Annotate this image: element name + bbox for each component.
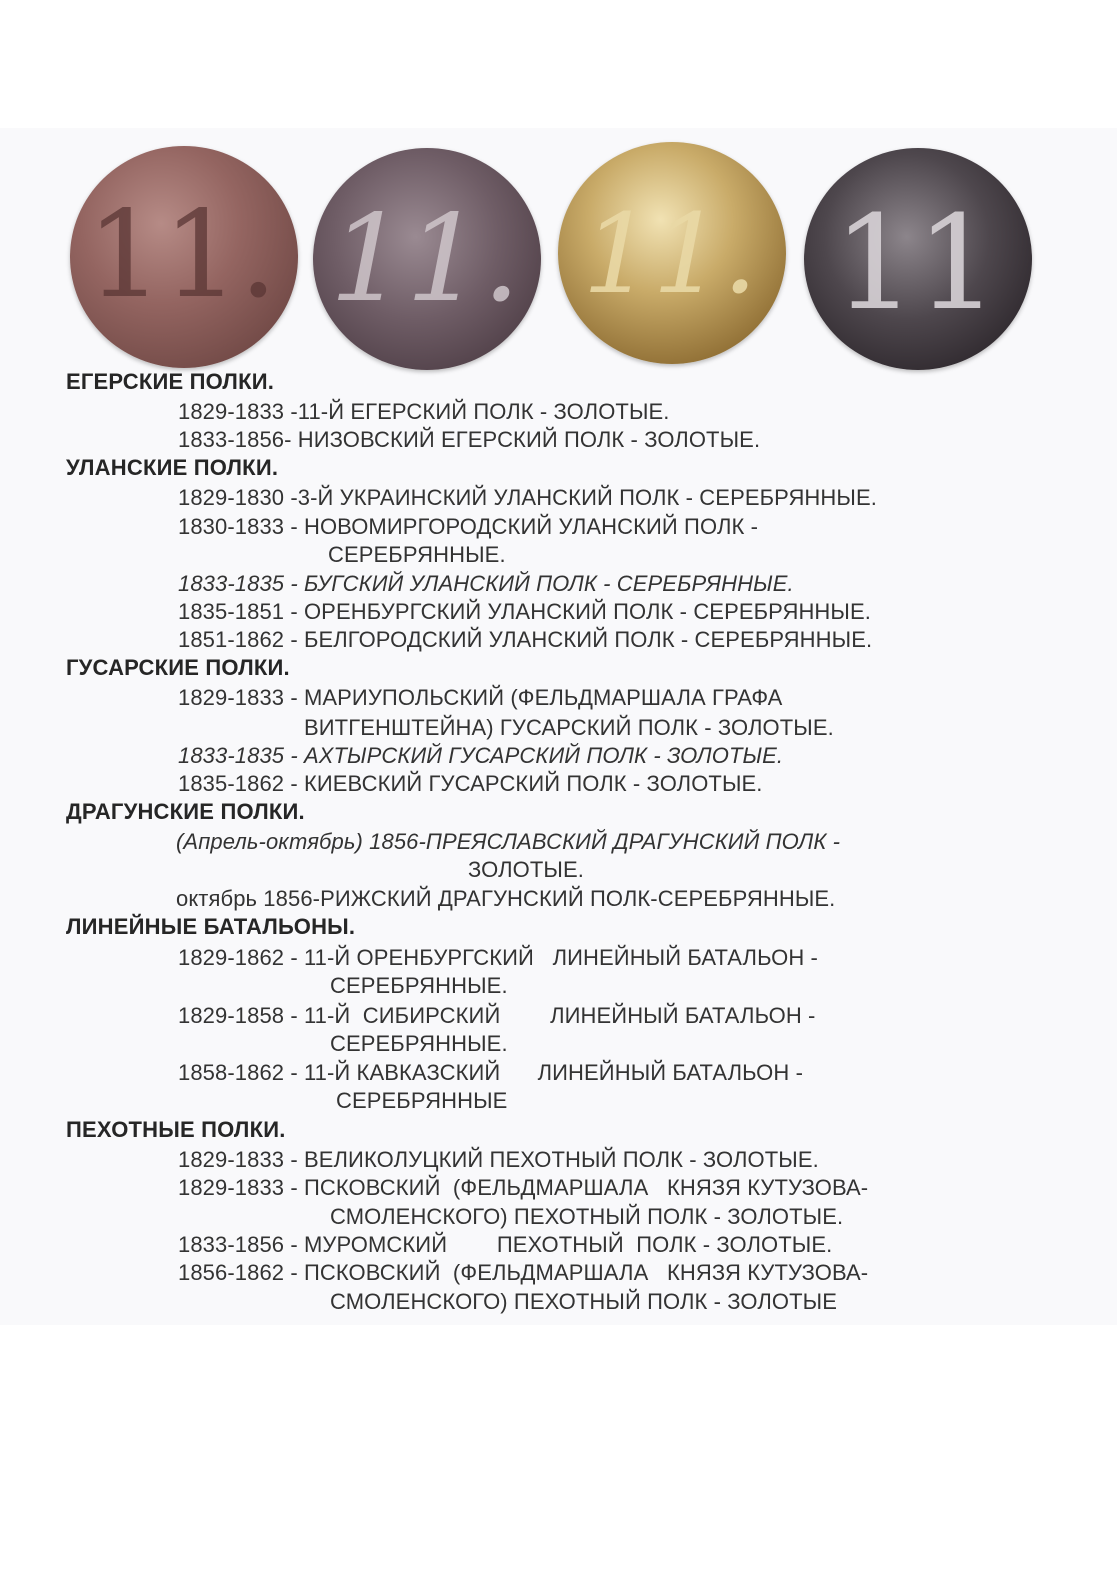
- list-item: 1835-1851 - ОРЕНБУРГСКИЙ УЛАНСКИЙ ПОЛК - СЕРЕБРЯННЫЕ.: [178, 599, 871, 624]
- list-item-continuation: ЗОЛОТЫЕ.: [468, 857, 584, 882]
- buttons-photo-row: [0, 140, 1117, 370]
- list-item: 1858-1862 - 11-Й КАВКАЗСКИЙ ЛИНЕЙНЫЙ БАТАЛЬОН -: [178, 1060, 804, 1085]
- coin-engraving: 11.: [582, 190, 758, 318]
- section-title-infantry: ПЕХОТНЫЕ ПОЛКИ.: [66, 1117, 286, 1142]
- list-item: 1829-1830 -3-Й УКРАИНСКИЙ УЛАНСКИЙ ПОЛК - СЕРЕБРЯННЫЕ.: [178, 485, 877, 510]
- list-item: 1829-1858 - 11-Й СИБИРСКИЙ ЛИНЕЙНЫЙ БАТАЛЬОН -: [178, 1003, 816, 1028]
- section-title-uhlan: УЛАНСКИЕ ПОЛКИ.: [66, 455, 279, 480]
- list-item: 1829-1833 - ПСКОВСКИЙ (ФЕЛЬДМАРШАЛА КНЯЗЯ КУТУЗОВА-: [178, 1175, 869, 1200]
- list-item: 1833-1835 - БУГСКИЙ УЛАНСКИЙ ПОЛК - СЕРЕБРЯННЫЕ.: [178, 571, 794, 596]
- list-item: 1833-1835 - АХТЫРСКИЙ ГУСАРСКИЙ ПОЛК - ЗОЛОТЫЕ.: [178, 743, 784, 768]
- section-title-line-battalions: ЛИНЕЙНЫЕ БАТАЛЬОНЫ.: [66, 914, 356, 939]
- list-item: 1829-1833 -11-Й ЕГЕРСКИЙ ПОЛК - ЗОЛОТЫЕ.: [178, 399, 670, 424]
- section-title-hussar: ГУСАРСКИЕ ПОЛКИ.: [66, 655, 290, 680]
- list-item: 1833-1856- НИЗОВСКИЙ ЕГЕРСКИЙ ПОЛК - ЗОЛОТЫЕ.: [178, 427, 761, 452]
- list-item: 1833-1856 - МУРОМСКИЙ ПЕХОТНЫЙ ПОЛК - ЗОЛОТЫЕ.: [178, 1232, 833, 1257]
- list-item-continuation: СМОЛЕНСКОГО) ПЕХОТНЫЙ ПОЛК - ЗОЛОТЫЕ.: [330, 1204, 844, 1229]
- coin-engraving: 11.: [329, 190, 521, 329]
- button-coin-copper: [70, 146, 298, 368]
- button-coin-silver-dark: [313, 148, 541, 370]
- list-item: октябрь 1856-РИЖСКИЙ ДРАГУНСКИЙ ПОЛК-СЕРЕБРЯННЫЕ.: [176, 886, 836, 911]
- list-item: 1829-1833 - МАРИУПОЛЬСКИЙ (ФЕЛЬДМАРШАЛА ГРАФА: [178, 685, 783, 710]
- section-title-jaeger: ЕГЕРСКИЕ ПОЛКИ.: [66, 369, 275, 394]
- coin-engraving: 11: [833, 187, 999, 339]
- list-item-continuation: ВИТГЕНШТЕЙНА) ГУСАРСКИЙ ПОЛК - ЗОЛОТЫЕ.: [304, 715, 834, 740]
- coin-engraving: 11.: [86, 186, 278, 325]
- list-item: 1829-1833 - ВЕЛИКОЛУЦКИЙ ПЕХОТНЫЙ ПОЛК - ЗОЛОТЫЕ.: [178, 1147, 819, 1172]
- list-item: (Апрель-октябрь) 1856-ПРЕЯСЛАВСКИЙ ДРАГУНСКИЙ ПОЛК -: [176, 829, 841, 854]
- list-item-continuation: СЕРЕБРЯННЫЕ.: [328, 542, 506, 567]
- list-item: 1851-1862 - БЕЛГОРОДСКИЙ УЛАНСКИЙ ПОЛК - СЕРЕБРЯННЫЕ.: [178, 627, 873, 652]
- list-item-continuation: СЕРЕБРЯННЫЕ.: [330, 1031, 508, 1056]
- section-title-dragoon: ДРАГУНСКИЕ ПОЛКИ.: [66, 799, 305, 824]
- list-item: 1829-1862 - 11-Й ОРЕНБУРГСКИЙ ЛИНЕЙНЫЙ БАТАЛЬОН -: [178, 945, 818, 970]
- list-item: 1830-1833 - НОВОМИРГОРОДСКИЙ УЛАНСКИЙ ПОЛК -: [178, 514, 759, 539]
- button-coin-gold: [558, 142, 786, 364]
- list-item-continuation: СЕРЕБРЯННЫЕ: [336, 1088, 508, 1113]
- list-item-continuation: СЕРЕБРЯННЫЕ.: [330, 973, 508, 998]
- list-item-continuation: СМОЛЕНСКОГО) ПЕХОТНЫЙ ПОЛК - ЗОЛОТЫЕ: [330, 1289, 838, 1314]
- button-coin-silver-black: [804, 148, 1032, 370]
- list-item: 1856-1862 - ПСКОВСКИЙ (ФЕЛЬДМАРШАЛА КНЯЗЯ КУТУЗОВА-: [178, 1260, 869, 1285]
- list-item: 1835-1862 - КИЕВСКИЙ ГУСАРСКИЙ ПОЛК - ЗОЛОТЫЕ.: [178, 771, 763, 796]
